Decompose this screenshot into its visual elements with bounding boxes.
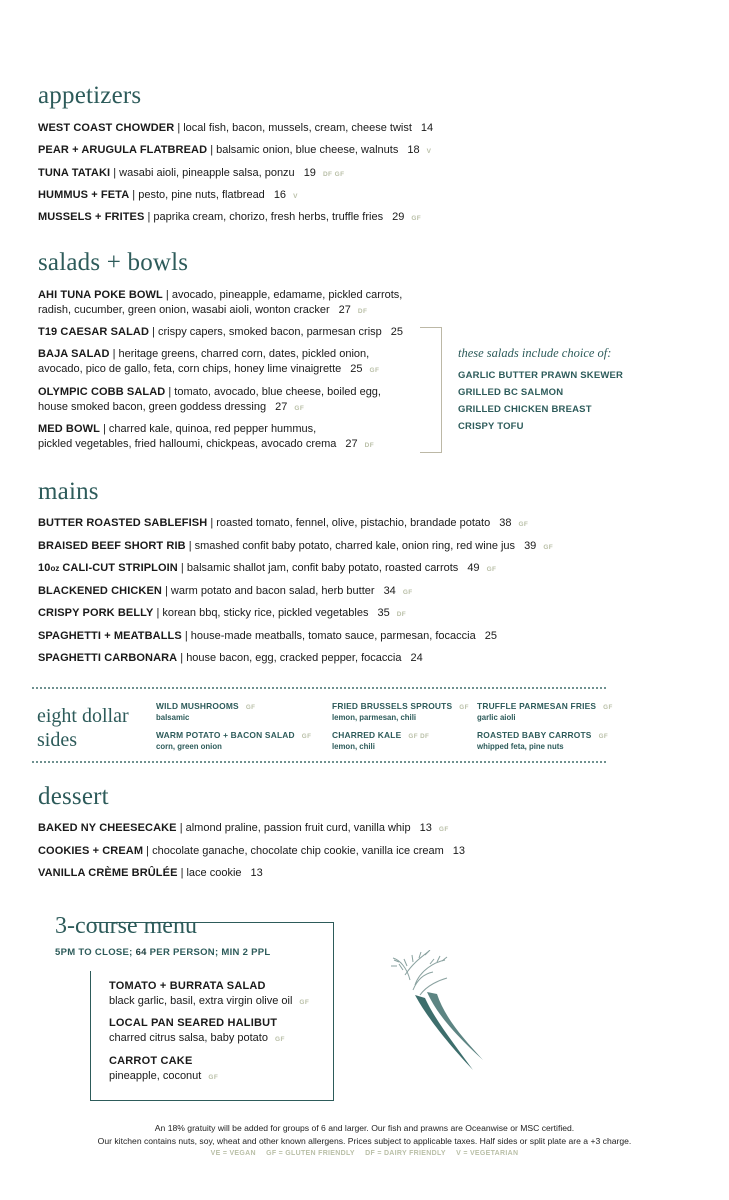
item-desc: pineapple, coconut	[109, 1070, 202, 1082]
sides-heading-line2: sides	[37, 729, 77, 751]
salad-bracket	[420, 327, 442, 453]
item-price: 27	[338, 304, 351, 316]
course-price: 64	[135, 947, 147, 958]
diet-tag: GF	[245, 704, 256, 711]
item-price: 39	[524, 540, 537, 552]
menu-item: SPAGHETTI CARBONARA | house bacon, egg, cracked pepper, focaccia 24	[38, 652, 423, 664]
item-price: 38	[499, 517, 512, 529]
course-sub-pre: 5PM TO CLOSE;	[55, 947, 136, 958]
menu-item: HUMMUS + FETA | pesto, pine nuts, flatbread 16 V	[38, 189, 298, 201]
course-item	[109, 979, 309, 1010]
side-name: ROASTED BABY CARROTS	[477, 730, 592, 740]
item-price: 19	[303, 167, 316, 179]
menu-item: TUNA TATAKI | wasabi aioli, pineapple salsa, ponzu 19 DF GF	[38, 167, 345, 179]
legend-item: DF = DAIRY FRIENDLY	[365, 1150, 446, 1157]
item-desc: korean bbq, sticky rice, pickled vegetables	[162, 607, 369, 619]
diet-tag: GF	[459, 704, 469, 711]
item-price: 35	[377, 607, 390, 619]
divider	[32, 761, 606, 763]
course-subtitle	[55, 947, 271, 958]
diet-tag: V	[426, 148, 432, 155]
item-name: WEST COAST CHOWDER	[38, 122, 175, 134]
item-desc-line2: pickled vegetables, fried halloumi, chickpeas, avocado crema	[38, 438, 337, 450]
salads-heading: salads + bowls	[38, 249, 189, 276]
menu-item: BUTTER ROASTED SABLEFISH | roasted tomato, fennel, olive, pistachio, brandade potato 38 GF	[38, 517, 529, 529]
item-desc: black garlic, basil, extra virgin olive oil	[109, 995, 293, 1007]
item-price: 13	[452, 845, 466, 857]
item-desc: roasted tomato, fennel, olive, pistachio, brandade potato	[216, 517, 491, 529]
item-name-unit: oz	[50, 564, 60, 573]
item-name: MUSSELS + FRITES	[38, 211, 145, 223]
menu-item: OLYMPIC COBB SALAD | tomato, avocado, blue cheese, boiled egg, house smoked bacon, green goddess dressing 27 GF	[38, 386, 381, 413]
item-desc: paprika cream, chorizo, fresh herbs, truffle fries	[153, 211, 384, 223]
side-desc: lemon, parmesan, chili	[332, 713, 417, 722]
salad-addon: CRISPY TOFU	[458, 421, 524, 432]
side-name: FRIED BRUSSELS SPROUTS	[332, 701, 453, 711]
item-price: 25	[390, 326, 404, 338]
item-desc: avocado, pineapple, edamame, pickled carrots,	[171, 289, 403, 301]
diet-tag: GF	[598, 733, 609, 740]
side-desc: corn, green onion	[156, 742, 222, 751]
item-desc: crispy capers, smoked bacon, parmesan crisp	[158, 326, 382, 338]
item-price: 13	[419, 822, 432, 834]
menu-item: T19 CAESAR SALAD | crispy capers, smoked bacon, parmesan crisp 25	[38, 326, 404, 338]
salad-addon: GARLIC BUTTER PRAWN SKEWER	[458, 370, 624, 381]
item-name: AHI TUNA POKE BOWL	[38, 289, 163, 301]
item-desc: charred citrus salsa, baby potato	[109, 1032, 268, 1044]
item-price: 25	[350, 363, 363, 375]
item-desc: balsamic shallot jam, confit baby potato, roasted carrots	[186, 562, 459, 574]
menu-item: COOKIES + CREAM | chocolate ganache, chocolate chip cookie, vanilla ice cream 13	[38, 845, 466, 857]
item-desc: wasabi aioli, pineapple salsa, ponzu	[119, 167, 295, 179]
item-name: CALI-CUT STRIPLOIN	[62, 562, 178, 574]
item-name: MED BOWL	[38, 423, 100, 435]
salad-addon: GRILLED CHICKEN BREAST	[458, 404, 592, 415]
side-name: TRUFFLE PARMESAN FRIES	[477, 701, 597, 711]
diet-tag: GF	[301, 733, 312, 740]
item-name: BAJA SALAD	[38, 348, 110, 360]
side-item	[156, 730, 311, 752]
course-item	[109, 1016, 285, 1047]
diet-tag: GF	[299, 999, 310, 1006]
item-name: HUMMUS + FETA	[38, 189, 130, 201]
item-desc: almond praline, passion fruit curd, vanilla whip	[185, 822, 411, 834]
item-name: T19 CAESAR SALAD	[38, 326, 150, 338]
diet-tag: V	[293, 193, 298, 200]
item-name: BRAISED BEEF SHORT RIB	[38, 540, 186, 552]
side-name: WILD MUSHROOMS	[156, 701, 239, 711]
sides-heading	[37, 704, 129, 752]
side-name: WARM POTATO + BACON SALAD	[156, 730, 295, 740]
salad-addon-note: these salads include choice of:	[458, 346, 612, 360]
item-desc: house-made meatballs, tomato sauce, parmesan, focaccia	[190, 630, 476, 642]
legend-item: VE = VEGAN	[210, 1150, 256, 1157]
item-desc: pesto, pine nuts, flatbread	[138, 189, 265, 201]
item-desc: lace cookie	[186, 867, 242, 879]
menu-item: MED BOWL | charred kale, quinoa, red pepper hummus, pickled vegetables, fried halloumi, chickpeas, avocado crema 27 DF	[38, 423, 375, 450]
appetizers-heading: appetizers	[38, 82, 142, 109]
diet-tag: GF	[294, 405, 305, 412]
course-heading: 3-course menu	[55, 913, 197, 939]
item-desc: local fish, bacon, mussels, cream, cheese twist	[183, 122, 412, 134]
side-item	[477, 701, 613, 723]
side-desc: balsamic	[156, 713, 190, 722]
item-name: CRISPY PORK BELLY	[38, 607, 154, 619]
item-name: BUTTER ROASTED SABLEFISH	[38, 517, 208, 529]
menu-item: PEAR + ARUGULA FLATBREAD | balsamic onion, blue cheese, walnuts 18 V	[38, 144, 432, 156]
course-sub-post: PER PERSON; MIN 2 PPL	[146, 947, 271, 958]
salad-addon: GRILLED BC SALMON	[458, 387, 564, 398]
diet-tag: GF	[208, 1074, 219, 1081]
item-price: 29	[392, 211, 405, 223]
item-name: PEAR + ARUGULA FLATBREAD	[38, 144, 208, 156]
diet-tag: GF	[411, 215, 422, 222]
item-desc: house bacon, egg, cracked pepper, focaccia	[186, 652, 402, 664]
item-price: 25	[484, 630, 497, 642]
item-name: BAKED NY CHEESECAKE	[38, 822, 177, 834]
side-name: CHARRED KALE	[332, 730, 402, 740]
item-name: LOCAL PAN SEARED HALIBUT	[109, 1017, 278, 1029]
mains-heading: mains	[38, 478, 99, 505]
item-desc-line2: radish, cucumber, green onion, wasabi aioli, wonton cracker	[38, 304, 330, 316]
legend-item: GF = GLUTEN FRIENDLY	[266, 1150, 355, 1157]
item-name: SPAGHETTI + MEATBALLS	[38, 630, 182, 642]
menu-item: 10oz CALI-CUT STRIPLOIN | balsamic shallot jam, confit baby potato, roasted carrots 49 GF	[38, 562, 497, 574]
item-name: OLYMPIC COBB SALAD	[38, 386, 166, 398]
item-desc: balsamic onion, blue cheese, walnuts	[216, 144, 399, 156]
item-desc-line2: house smoked bacon, green goddess dressing	[38, 401, 267, 413]
side-item	[332, 701, 469, 723]
menu-item: WEST COAST CHOWDER | local fish, bacon, mussels, cream, cheese twist 14	[38, 122, 434, 134]
item-name: CARROT CAKE	[109, 1055, 193, 1067]
carrot-illustration	[385, 950, 495, 1080]
sides-heading-line1: eight dollar	[37, 705, 129, 727]
footer-note: An 18% gratuity will be added for groups of 6 and larger. Our fish and prawns are Oceanwise or MSC certified.	[154, 1123, 575, 1133]
item-price: 34	[383, 585, 396, 597]
diet-tag: GF	[518, 521, 529, 528]
menu-item: BRAISED BEEF SHORT RIB | smashed confit baby potato, charred kale, onion ring, red wine jus 39 GF	[38, 540, 554, 552]
carrot-shape	[415, 995, 473, 1070]
item-name: COOKIES + CREAM	[38, 845, 144, 857]
item-name: BLACKENED CHICKEN	[38, 585, 162, 597]
diet-tag: DF	[364, 442, 375, 449]
menu-item: MUSSELS + FRITES | paprika cream, chorizo, fresh herbs, truffle fries 29 GF	[38, 211, 422, 223]
item-desc: smashed confit baby potato, charred kale, onion ring, red wine jus	[194, 540, 516, 552]
item-price: 27	[345, 438, 358, 450]
item-desc-line2: avocado, pico de gallo, feta, corn chips, honey lime vinaigrette	[38, 363, 342, 375]
side-item	[332, 730, 429, 752]
menu-item: SPAGHETTI + MEATBALLS | house-made meatballs, tomato sauce, parmesan, focaccia 25	[38, 630, 497, 642]
item-name-prefix: 10	[38, 562, 51, 574]
menu-item: BLACKENED CHICKEN | warm potato and bacon salad, herb butter 34 GF	[38, 585, 413, 597]
item-price: 14	[420, 122, 434, 134]
side-desc: whipped feta, pine nuts	[477, 742, 564, 751]
menu-item: BAJA SALAD | heritage greens, charred corn, dates, pickled onion, avocado, pico de gallo, feta, corn chips, honey lime vinaigrette 25 GF	[38, 348, 380, 375]
item-name: TUNA TATAKI	[38, 167, 111, 179]
menu-item: VANILLA CRÈME BRÛLÉE | lace cookie 13	[38, 867, 263, 879]
diet-tag: DF	[396, 611, 407, 618]
diet-legend	[0, 1150, 729, 1157]
dessert-heading: dessert	[38, 783, 109, 810]
item-desc: tomato, avocado, blue cheese, boiled egg,	[174, 386, 381, 398]
item-price: 27	[275, 401, 288, 413]
item-price: 18	[407, 144, 420, 156]
diet-tag: GF	[402, 589, 413, 596]
diet-tag: GF	[438, 826, 449, 833]
item-name: VANILLA CRÈME BRÛLÉE	[38, 867, 178, 879]
footer-note: Our kitchen contains nuts, soy, wheat and other known allergens. Prices subject to applicable taxes. Half sides or split plate are a +3 charge.	[97, 1136, 632, 1146]
course-item	[109, 1054, 218, 1085]
divider	[32, 687, 606, 689]
item-desc: charred kale, quinoa, red pepper hummus,	[108, 423, 317, 435]
diet-tag: DF GF	[322, 171, 345, 178]
item-price: 13	[250, 867, 263, 879]
item-desc: heritage greens, charred corn, dates, pickled onion,	[118, 348, 370, 360]
side-desc: lemon, chili	[332, 742, 375, 751]
item-desc: warm potato and bacon salad, herb butter	[170, 585, 375, 597]
item-price: 16	[273, 189, 287, 201]
item-desc: chocolate ganache, chocolate chip cookie, vanilla ice cream	[152, 845, 444, 857]
diet-tag: DF	[357, 308, 368, 315]
item-name: TOMATO + BURRATA SALAD	[109, 980, 266, 992]
diet-tag: GF	[369, 367, 380, 374]
item-name: SPAGHETTI CARBONARA	[38, 652, 178, 664]
legend-item: V = VEGETARIAN	[456, 1150, 519, 1157]
item-price: 24	[410, 652, 423, 664]
diet-tag: GF DF	[408, 733, 430, 740]
diet-tag: GF	[274, 1036, 285, 1043]
side-item	[156, 701, 255, 723]
diet-tag: GF	[486, 566, 497, 573]
diet-tag: GF	[603, 704, 613, 711]
menu-item: CRISPY PORK BELLY | korean bbq, sticky rice, pickled vegetables 35 DF	[38, 607, 407, 619]
diet-tag: GF	[543, 544, 554, 551]
side-desc: garlic aioli	[477, 713, 516, 722]
side-item	[477, 730, 608, 752]
menu-item: AHI TUNA POKE BOWL | avocado, pineapple, edamame, pickled carrots, radish, cucumber, green onion, wasabi aioli, wonton cracker 27 DF	[38, 289, 403, 316]
item-price: 49	[467, 562, 480, 574]
menu-item: BAKED NY CHEESECAKE | almond praline, passion fruit curd, vanilla whip 13 GF	[38, 822, 449, 834]
